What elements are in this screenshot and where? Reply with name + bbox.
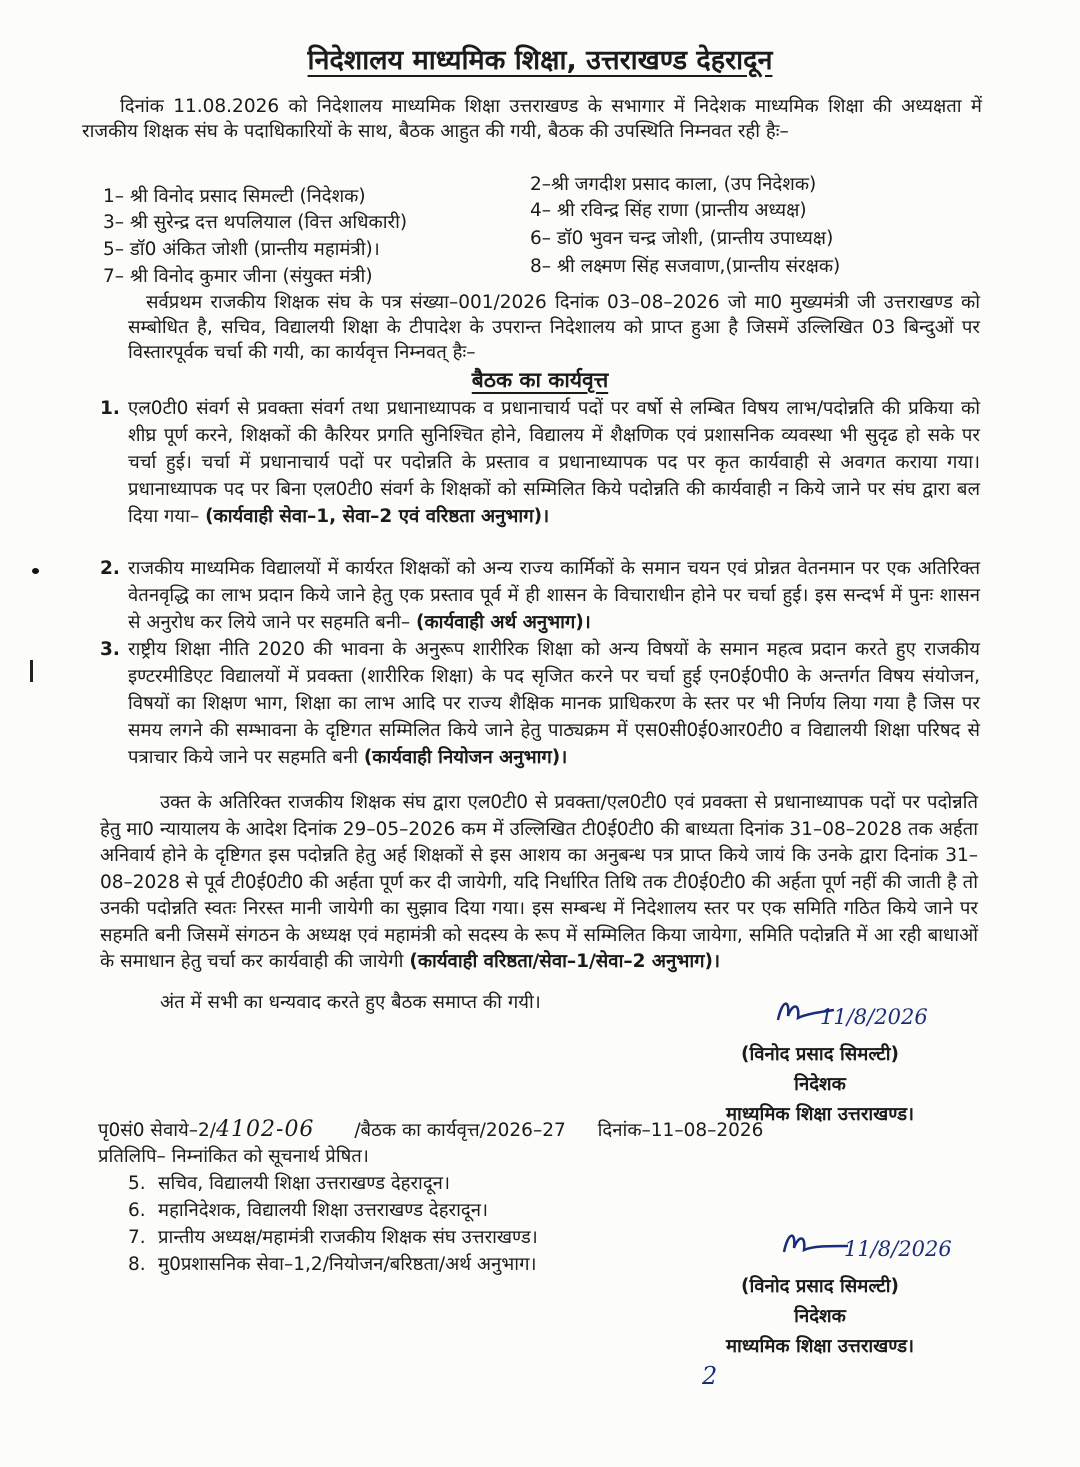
list-item-number: 7. (128, 1227, 146, 1248)
reference-middle: /बैठक का कार्यवृत्त/2026–27 (354, 1120, 566, 1141)
item-number: 3. (100, 639, 120, 660)
reference-prefix: पृ0सं0 सेवाये–2/ (98, 1120, 217, 1141)
copy-heading: प्रतिलिपि– निम्नांकित को सूचनार्थ प्रेषित। (98, 1146, 369, 1167)
list-item-number: 5. (128, 1173, 146, 1194)
item-body: राष्ट्रीय शिक्षा नीति 2020 की भावना के अनुरूप शारीरिक शिक्षा को अन्य विषयों के समान महत्व प्रदान करते हुए राजकीय इण्टरमीडिएट विद्यालयों में प्रवक्ता (शारीरिक शिक्षा) के पद सृजित करने पर चर्चा हुई एन0ई0पी0 के अन्तर्गत विषय संयोजन, विषयों का शिक्षण भाग, शिक्षा का लाभ आदि पर राज्य शैक्षिक मानक प्राधिकरण के स्तर पर भी निर्णय लिया गया है जिस पर समय लगने की सम्भावना के दृष्टिगत सम्मिलित किये जाने हेतु पाठ्यक्रम में एस0सी0ई0आर0टी0 व विद्यालयी शिक्षा परिषद से पत्राचार किये जाने पर सहमति बनी (128, 639, 980, 768)
scan-mark (30, 660, 33, 682)
item-text (128, 555, 980, 636)
intro-paragraph: दिनांक 11.08.2026 को निदेशालय माध्यमिक शिक्षा उत्तराखण्ड के सभागार में निदेशक माध्यमिक शिक्षा की अध्यक्षता में राजकीय शिक्षक संघ के पदाधिकारियों के साथ, बैठक आहुत की गयी, बैठक की उपस्थिति निम्नवत रही हैः– (82, 96, 982, 142)
scan-speck (32, 568, 39, 574)
attendee-6: 6– डॉ0 भुवन चन्द्र जोशी, (प्रान्तीय उपाध्यक्ष) (530, 228, 834, 249)
attendee-1: 1– श्री विनोद प्रसाद सिमल्टी (निदेशक) (103, 186, 366, 207)
copy-list (128, 1170, 538, 1278)
item-action: (कार्यवाही सेवा–1, सेवा–2 एवं वरिष्ठता अनुभाग)। (205, 506, 550, 527)
title-text: निदेशालय माध्यमिक शिक्षा, उत्तराखण्ड देहरादून (307, 45, 773, 76)
signatory-name: (विनोद प्रसाद सिमल्टी) (741, 1044, 899, 1065)
signature-block-2 (700, 1272, 940, 1362)
list-item-text: प्रान्तीय अध्यक्ष/महामंत्री राजकीय शिक्षक संघ उत्तराखण्ड। (158, 1227, 538, 1248)
attendee-2: 2–श्री जगदीश प्रसाद काला, (उप निदेशक) (530, 174, 817, 195)
item-text (128, 395, 980, 530)
signature-scribble-2 (778, 1222, 952, 1272)
minutes-item-1 (100, 395, 980, 530)
reference-number: 4102-06 (216, 1117, 315, 1142)
handwritten-initial: 2 (702, 1362, 718, 1390)
signatory-designation: निदेशक (794, 1074, 846, 1095)
list-item-text: सचिव, विद्यालयी शिक्षा उत्तराखण्ड देहरादून। (158, 1173, 450, 1194)
list-item (128, 1224, 538, 1251)
additional-action: (कार्यवाही वरिष्ठता/सेवा–1/सेवा–2 अनुभाग)। (409, 951, 721, 972)
attendee-3: 3– श्री सुरेन्द्र दत्त थपलियाल (वित्त अधिकारी) (103, 212, 408, 233)
closing-line: अंत में सभी का धन्यवाद करते हुए बैठक समाप्त की गयी। (160, 992, 541, 1013)
reference-date: दिनांक–11–08–2026 (597, 1120, 764, 1141)
page-title (0, 40, 1080, 77)
list-item-text: मु0प्रशासनिक सेवा–1,2/नियोजन/बरिष्ठता/अर्थ अनुभाग। (158, 1254, 537, 1275)
additional-body: उक्त के अतिरिक्त राजकीय शिक्षक संघ द्वारा एल0टी0 से प्रवक्ता/एल0टी0 एवं प्रवक्ता से प्रधानाध्यापक पदों पर पदोन्नति हेतु मा0 न्यायालय के आदेश दिनांक 29–05–2026 कम में उल्लिखित टी0ई0टी0 की बाध्यता दिनांक 31–08–2028 तक अर्हता अनिवार्य होने के दृष्टिगत इस पदोन्नति हेतु अर्ह शिक्षकों से इस आशय का अनुबन्ध पत्र प्राप्त किये जायं कि उनके द्वारा दिनांक 31–08–2028 से पूर्व टी0ई0टी0 की अर्हता पूर्ण कर दी जायेगी, यदि निर्धारित तिथि तक टी0ई0टी0 की अर्हता पूर्ण नहीं की जाती है तो उनकी पदोन्नति स्वतः निरस्त मानी जायेगी का सुझाव दिया गया। इस सम्बन्ध में निदेशालय स्तर पर एक समिति गठित किये जाने पर सहमति बनी जिसमें संगठन के अध्यक्ष एवं महामंत्री को सदस्य के रूप में सम्मिलित किया जायेगा, समिति पदोन्नति में आ रही बाधाओं के समाधान हेतु चर्चा कर कार्यवाही की जायेगी (100, 792, 978, 972)
reference-line (98, 1117, 978, 1144)
list-item (128, 1251, 538, 1278)
item-action: (कार्यवाही अर्थ अनुभाग)। (416, 612, 591, 633)
item-action: (कार्यवाही नियोजन अनुभाग)। (363, 747, 568, 768)
item-number: 1. (100, 398, 120, 419)
attendee-4: 4– श्री रविन्द्र सिंह राणा (प्रान्तीय अध्यक्ष) (530, 200, 807, 221)
minutes-item-2 (100, 555, 980, 636)
minutes-item-3 (100, 636, 980, 771)
list-item-text: महानिदेशक, विद्यालयी शिक्षा उत्तराखण्ड देहरादून। (158, 1200, 488, 1221)
attendee-5: 5– डॉ0 अंकित जोशी (प्रान्तीय महामंत्री)। (103, 239, 380, 260)
signatory-office: माध्यमिक शिक्षा उत्तराखण्ड। (725, 1336, 915, 1357)
additional-paragraph (100, 790, 978, 976)
list-item-number: 8. (128, 1254, 146, 1275)
list-item (128, 1170, 538, 1197)
item-body: एल0टी0 संवर्ग से प्रवक्ता संवर्ग तथा प्रधानाध्यापक व प्रधानाचार्य पदों पर वर्षो से लम्बित विषय लाभ/पदोन्नति की प्रकिया को शीघ्र पूर्ण करने, शिक्षकों की कैरियर प्रगति सुनिश्चित होने, विद्यालय में शैक्षणिक एवं प्रशासनिक व्यवस्था भी सुदृढ हो सके पर चर्चा हुई। चर्चा में प्रधानाचार्य पदों पर पदोन्नति के प्रस्ताव व प्रधानाध्यापक पद पर कृत कार्यवाही से अवगत कराया गया। प्रधानाध्यापक पद पर बिना एल0टी0 संवर्ग के शिक्षकों को सम्मिलित किये पदोन्नति की कार्यवाही न किये जाने पर संघ द्वारा बल दिया गया– (128, 398, 980, 527)
signatory-name: (विनोद प्रसाद सिमल्टी) (741, 1276, 899, 1297)
attendee-7: 7– श्री विनोद कुमार जीना (संयुक्त मंत्री) (103, 266, 373, 287)
minutes-heading (0, 366, 1080, 394)
signature-scribble-1 (772, 990, 928, 1038)
signatory-designation: निदेशक (794, 1306, 846, 1327)
signatory-office: माध्यमिक शिक्षा उत्तराखण्ड। (725, 1104, 915, 1125)
signature-date-2: 11/8/2026 (844, 1237, 952, 1261)
item-text (128, 636, 980, 771)
attendee-8: 8– श्री लक्ष्मण सिंह सजवाण,(प्रान्तीय संरक्षक) (530, 256, 841, 277)
list-item-number: 6. (128, 1200, 146, 1221)
list-item (128, 1197, 538, 1224)
item-body: राजकीय माध्यमिक विद्यालयों में कार्यरत शिक्षकों को अन्य राज्य कार्मिकों के समान चयन एवं प्रोन्नत वेतनमान पर एक अतिरिक्त वेतनवृद्धि का लाभ प्रदान किये जाने हेतु एक प्रस्ताव पूर्व में ही शासन के विचाराधीन होने पर चर्चा हुई। इस सन्दर्भ में पुनः शासन से अनुरोध कर लिये जाने पर सहमति बनी– (128, 558, 980, 633)
item-number: 2. (100, 558, 120, 579)
reference-paragraph: सर्वप्रथम राजकीय शिक्षक संघ के पत्र संख्या–001/2026 दिनांक 03–08–2026 जो मा0 मुख्यमंत्री जी उत्तराखण्ड को सम्बोधित है, सचिव, विद्यालयी शिक्षा के टीपादेश के उपरान्त निदेशालय को प्राप्त हुआ है जिसमें उल्लिखित 03 बिन्दुओं पर विस्तारपूर्वक चर्चा की गयी, का कार्यवृत्त निम्नवत् हैः– (128, 292, 980, 363)
minutes-heading-text: बैठक का कार्यवृत्त (471, 368, 609, 392)
signature-date-1: 11/8/2026 (820, 1005, 928, 1029)
